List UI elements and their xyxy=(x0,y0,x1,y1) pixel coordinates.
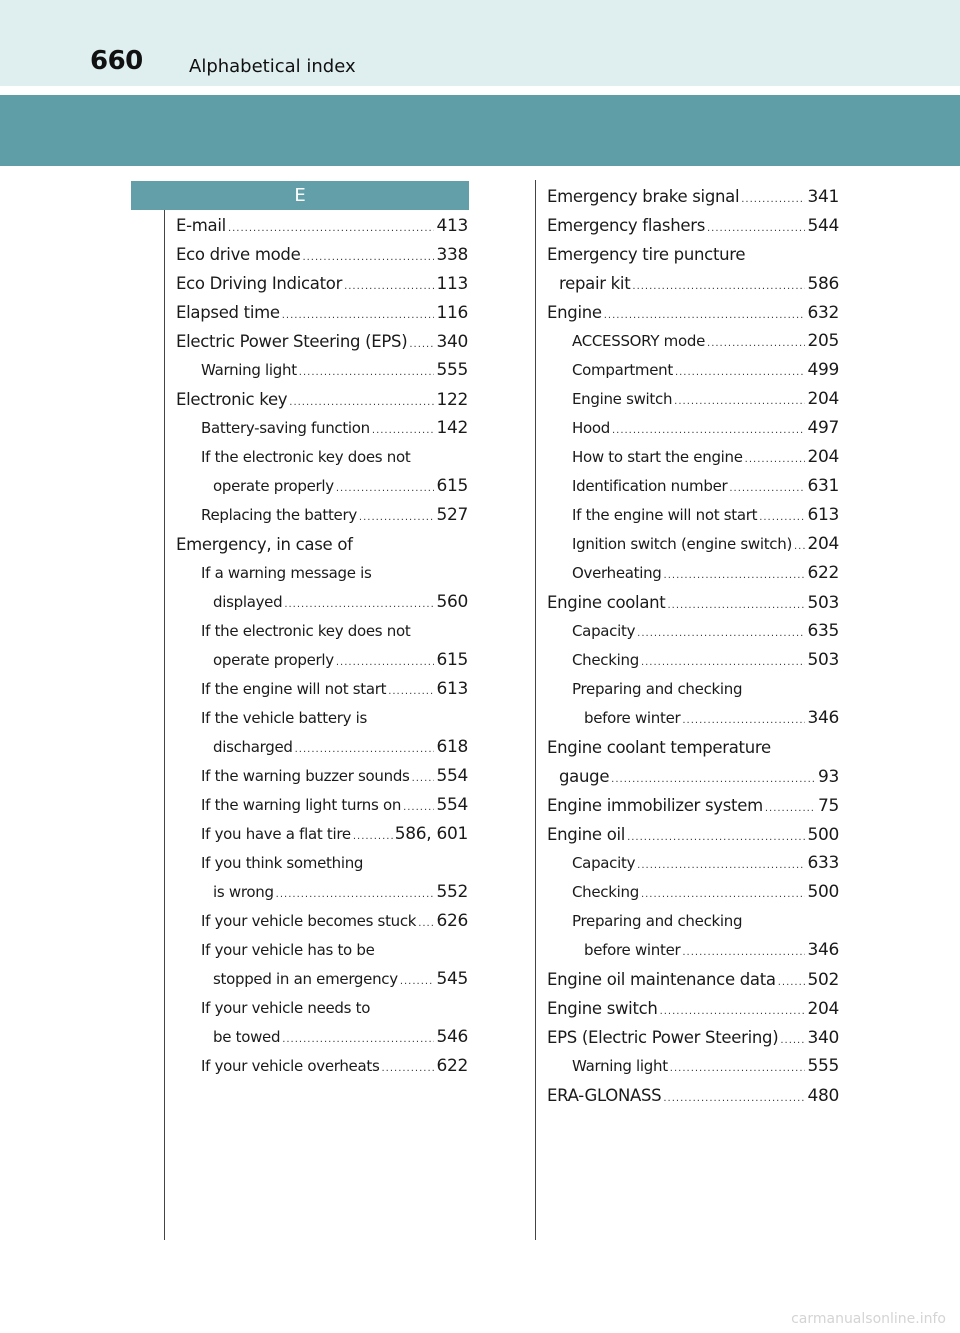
index-entry xyxy=(547,878,839,907)
leader-dots xyxy=(745,445,806,474)
leader-dots xyxy=(641,648,805,677)
index-entry-label: Checking xyxy=(572,883,639,901)
leader-dots xyxy=(612,416,805,445)
index-entry xyxy=(176,936,468,965)
index-entry xyxy=(547,385,839,414)
index-entry-label: Identification number xyxy=(572,477,728,495)
index-entry-label: Hood xyxy=(572,419,610,437)
index-entry-page[interactable]: 618 xyxy=(436,737,468,757)
index-entry xyxy=(547,994,839,1023)
index-entry xyxy=(176,762,468,791)
index-entry xyxy=(176,675,468,704)
leader-dots xyxy=(663,1084,805,1113)
index-entry-label: Emergency tire puncture xyxy=(547,245,746,264)
index-entry-page[interactable]: 204 xyxy=(807,534,839,554)
index-entry xyxy=(547,327,839,356)
leader-dots xyxy=(381,1054,434,1083)
index-entry xyxy=(547,1052,839,1081)
index-entry-label: If the engine will not start xyxy=(572,506,758,524)
index-entry xyxy=(176,646,468,675)
index-entry-label: Engine xyxy=(547,303,602,322)
index-entry-label: ACCESSORY mode xyxy=(572,332,706,350)
index-entry-label: Engine coolant temperature xyxy=(547,738,771,757)
index-entry xyxy=(176,878,468,907)
index-entry-label: If the electronic key does not xyxy=(201,622,411,640)
index-entry xyxy=(547,269,839,298)
leader-dots xyxy=(675,358,805,387)
index-entry-page[interactable]: 527 xyxy=(436,505,468,525)
leader-dots xyxy=(794,532,805,561)
index-entry-page[interactable]: 586, 601 xyxy=(394,824,468,844)
index-entry xyxy=(176,240,468,269)
index-entry-label: Electric Power Steering (EPS) xyxy=(176,332,408,351)
leader-dots xyxy=(409,330,434,359)
index-entry xyxy=(176,414,468,443)
index-entry-page[interactable]: 502 xyxy=(807,970,839,990)
leader-dots xyxy=(412,764,435,793)
leader-dots xyxy=(336,474,435,503)
index-entry xyxy=(547,907,839,936)
index-entry-label: before winter xyxy=(584,941,681,959)
index-entry xyxy=(547,530,839,559)
index-entry-label: displayed xyxy=(213,593,283,611)
index-entry-label: Engine switch xyxy=(572,390,673,408)
index-entry-label: Capacity xyxy=(572,854,636,872)
index-entry-page[interactable]: 204 xyxy=(807,389,839,409)
index-entry-label: repair kit xyxy=(559,274,631,293)
index-entry xyxy=(547,704,839,733)
leader-dots xyxy=(400,967,435,996)
index-entry xyxy=(176,472,468,501)
index-entry-page[interactable]: 142 xyxy=(436,418,468,438)
leader-dots xyxy=(637,619,805,648)
index-entry-label: If your vehicle becomes stuck xyxy=(201,912,417,930)
index-entry-label: ERA-GLONASS xyxy=(547,1086,662,1105)
leader-dots xyxy=(664,561,806,590)
index-entry-label: Eco Driving Indicator xyxy=(176,274,343,293)
leader-dots xyxy=(604,301,806,330)
index-entry-page[interactable]: 546 xyxy=(436,1027,468,1047)
leader-dots xyxy=(299,358,435,387)
leader-dots xyxy=(682,706,805,735)
leader-dots xyxy=(641,880,805,909)
leader-dots xyxy=(282,1025,434,1054)
section-letter-bar: E xyxy=(131,181,469,210)
leader-dots xyxy=(403,793,434,822)
leader-dots xyxy=(359,503,435,532)
index-entry-page[interactable]: 633 xyxy=(807,853,839,873)
index-entry-label: before winter xyxy=(584,709,681,727)
leader-dots xyxy=(780,1026,805,1055)
index-entry-page[interactable]: 500 xyxy=(807,882,839,902)
index-entry xyxy=(176,907,468,936)
index-entry xyxy=(176,965,468,994)
index-entry-page[interactable]: 631 xyxy=(807,476,839,496)
index-entry xyxy=(547,414,839,443)
leader-dots xyxy=(759,503,805,532)
index-entry-page[interactable]: 499 xyxy=(807,360,839,380)
index-entry-label: Capacity xyxy=(572,622,636,640)
index-entry xyxy=(547,443,839,472)
leader-dots xyxy=(637,851,805,880)
index-entry-label: stopped in an emergency xyxy=(213,970,398,988)
index-entry-page[interactable]: 503 xyxy=(807,650,839,670)
index-entry xyxy=(176,356,468,385)
index-entry-label: Warning light xyxy=(201,361,297,379)
index-entry-page[interactable]: 340 xyxy=(436,332,468,352)
index-entry xyxy=(176,211,468,240)
index-entry xyxy=(547,675,839,704)
index-entry xyxy=(176,820,468,849)
index-entry xyxy=(176,443,468,472)
index-entry-page[interactable]: 632 xyxy=(807,303,839,323)
index-entry-page[interactable]: 338 xyxy=(436,245,468,265)
index-entry xyxy=(547,1081,839,1110)
leader-dots xyxy=(276,880,435,909)
index-entry xyxy=(547,211,839,240)
leader-dots xyxy=(682,938,805,967)
index-entry-page[interactable]: 622 xyxy=(436,1056,468,1076)
index-entry-page[interactable]: 204 xyxy=(807,447,839,467)
index-entry-page[interactable]: 204 xyxy=(807,999,839,1019)
index-entry-page[interactable]: 503 xyxy=(807,593,839,613)
index-entry-page[interactable]: 413 xyxy=(436,216,468,236)
index-entry-page[interactable]: 545 xyxy=(436,969,468,989)
header-band xyxy=(0,95,960,166)
index-entry-page[interactable]: 544 xyxy=(807,216,839,236)
page-title: Alphabetical index xyxy=(189,56,356,77)
index-entry xyxy=(547,472,839,501)
index-entry-label: Preparing and checking xyxy=(572,680,743,698)
index-entry-label: If your vehicle needs to xyxy=(201,999,371,1017)
leader-dots xyxy=(284,590,434,619)
index-entry xyxy=(547,1023,839,1052)
leader-dots xyxy=(289,388,434,417)
index-entry-page[interactable]: 613 xyxy=(807,505,839,525)
index-entry-label: If a warning message is xyxy=(201,564,372,582)
leader-dots xyxy=(228,214,435,243)
index-entry xyxy=(547,849,839,878)
index-entry-page[interactable]: 554 xyxy=(436,766,468,786)
index-entry-page[interactable]: 586 xyxy=(807,274,839,294)
index-entry xyxy=(176,791,468,820)
index-entry xyxy=(547,820,839,849)
leader-dots xyxy=(353,822,393,851)
page-header xyxy=(0,0,960,86)
index-entry-label: Emergency brake signal xyxy=(547,187,740,206)
index-entry xyxy=(176,385,468,414)
index-entry xyxy=(547,298,839,327)
index-entry-label: If the warning light turns on xyxy=(201,796,402,814)
index-entry-label: If the electronic key does not xyxy=(201,448,411,466)
index-entry-page[interactable]: 552 xyxy=(436,882,468,902)
index-entry-page[interactable]: 113 xyxy=(436,274,468,294)
index-entry-page[interactable]: 341 xyxy=(807,187,839,207)
index-entry-label: Replacing the battery xyxy=(201,506,357,524)
index-entry-page[interactable]: 340 xyxy=(807,1028,839,1048)
index-entry-label: How to start the engine xyxy=(572,448,743,466)
index-entry-label: gauge xyxy=(559,767,610,786)
index-entry xyxy=(176,298,468,327)
leader-dots xyxy=(295,735,435,764)
leader-dots xyxy=(660,997,806,1026)
index-entry-page[interactable]: 615 xyxy=(436,476,468,496)
index-entry-page[interactable]: 560 xyxy=(436,592,468,612)
leader-dots xyxy=(627,823,805,852)
index-entry xyxy=(547,559,839,588)
index-entry-label: Overheating xyxy=(572,564,662,582)
index-entry-page[interactable]: 555 xyxy=(436,360,468,380)
index-entry-page[interactable]: 554 xyxy=(436,795,468,815)
index-entry-label: Elapsed time xyxy=(176,303,280,322)
leader-dots xyxy=(707,214,805,243)
index-entry-label: Eco drive mode xyxy=(176,245,301,264)
index-entry-label: Engine switch xyxy=(547,999,658,1018)
index-entry-label: Preparing and checking xyxy=(572,912,743,930)
leader-dots xyxy=(674,387,805,416)
index-entry-label: If the vehicle battery is xyxy=(201,709,368,727)
index-entry xyxy=(547,791,839,820)
index-entry-page[interactable]: 205 xyxy=(807,331,839,351)
index-entry-label: Electronic key xyxy=(176,390,288,409)
index-entry-label: If the engine will not start xyxy=(201,680,387,698)
index-entry xyxy=(547,182,839,211)
index-entry-label: Emergency, in case of xyxy=(176,535,353,554)
index-entry-page[interactable]: 613 xyxy=(436,679,468,699)
index-entry-page[interactable]: 500 xyxy=(807,825,839,845)
leader-dots xyxy=(611,765,816,794)
index-entry-label: discharged xyxy=(213,738,293,756)
index-entry xyxy=(547,356,839,385)
index-entry-page[interactable]: 346 xyxy=(807,708,839,728)
index-entry-page[interactable]: 122 xyxy=(436,390,468,410)
right-index-column xyxy=(547,182,839,1110)
index-entry xyxy=(176,559,468,588)
leader-dots xyxy=(344,272,434,301)
index-entry-label: Engine immobilizer system xyxy=(547,796,763,815)
index-entry xyxy=(176,501,468,530)
leader-dots xyxy=(302,243,434,272)
leader-dots xyxy=(670,1054,806,1083)
page-number: 660 xyxy=(90,46,143,76)
index-entry-label: Engine coolant xyxy=(547,593,666,612)
index-entry-page[interactable]: 615 xyxy=(436,650,468,670)
index-entry-page[interactable]: 480 xyxy=(807,1086,839,1106)
index-entry-label: Checking xyxy=(572,651,639,669)
index-entry-label: Engine oil maintenance data xyxy=(547,970,776,989)
index-entry-page[interactable]: 622 xyxy=(807,563,839,583)
leader-dots xyxy=(741,185,805,214)
index-entry-label: If your vehicle has to be xyxy=(201,941,375,959)
index-entry-label: Engine oil xyxy=(547,825,626,844)
index-entry xyxy=(547,936,839,965)
index-entry-page[interactable]: 497 xyxy=(807,418,839,438)
leader-dots xyxy=(778,968,806,997)
index-entry-label: Ignition switch (engine switch) xyxy=(572,535,792,553)
index-entry-page[interactable]: 626 xyxy=(436,911,468,931)
leader-dots xyxy=(282,301,435,330)
index-entry xyxy=(176,269,468,298)
index-entry-label: be towed xyxy=(213,1028,281,1046)
index-entry xyxy=(176,733,468,762)
index-entry xyxy=(176,530,468,559)
index-entry-label: EPS (Electric Power Steering) xyxy=(547,1028,779,1047)
index-entry xyxy=(176,327,468,356)
index-entry-label: Compartment xyxy=(572,361,673,379)
leader-dots xyxy=(632,272,805,301)
index-entry-label: operate properly xyxy=(213,651,334,669)
index-entry xyxy=(176,588,468,617)
index-entry-label: If you have a flat tire xyxy=(201,825,351,843)
leader-dots xyxy=(372,416,435,445)
index-entry xyxy=(547,733,839,762)
index-entry-page[interactable]: 75 xyxy=(817,796,839,816)
index-entry-label: If you think something xyxy=(201,854,364,872)
index-entry xyxy=(547,240,839,269)
index-entry xyxy=(176,1023,468,1052)
index-entry xyxy=(176,849,468,878)
watermark: carmanualsonline.info xyxy=(791,1311,946,1327)
index-entry-label: If your vehicle overheats xyxy=(201,1057,380,1075)
leader-dots xyxy=(388,677,434,706)
leader-dots xyxy=(667,591,805,620)
index-entry xyxy=(547,762,839,791)
index-entry-page[interactable]: 555 xyxy=(807,1056,839,1076)
index-entry xyxy=(547,588,839,617)
left-column-rule xyxy=(164,210,165,1240)
leader-dots xyxy=(729,474,805,503)
index-entry-label: Warning light xyxy=(572,1057,668,1075)
index-entry xyxy=(176,994,468,1023)
index-entry-label: E-mail xyxy=(176,216,226,235)
index-entry-label: Battery-saving function xyxy=(201,419,370,437)
index-entry-page[interactable]: 93 xyxy=(817,767,839,787)
leader-dots xyxy=(336,648,435,677)
right-column-rule xyxy=(535,180,536,1240)
index-entry xyxy=(176,704,468,733)
index-entry xyxy=(547,617,839,646)
index-entry xyxy=(176,617,468,646)
index-entry-label: operate properly xyxy=(213,477,334,495)
index-entry-label: Emergency flashers xyxy=(547,216,705,235)
left-index-column xyxy=(176,211,468,1081)
leader-dots xyxy=(707,329,805,358)
index-entry xyxy=(547,646,839,675)
index-entry-page[interactable]: 116 xyxy=(436,303,468,323)
index-entry-label: If the warning buzzer sounds xyxy=(201,767,410,785)
index-entry-page[interactable]: 346 xyxy=(807,940,839,960)
index-entry xyxy=(176,1052,468,1081)
leader-dots xyxy=(765,794,816,823)
index-entry xyxy=(547,501,839,530)
leader-dots xyxy=(418,909,434,938)
index-entry xyxy=(547,965,839,994)
index-entry-label: is wrong xyxy=(213,883,274,901)
index-entry-page[interactable]: 635 xyxy=(807,621,839,641)
